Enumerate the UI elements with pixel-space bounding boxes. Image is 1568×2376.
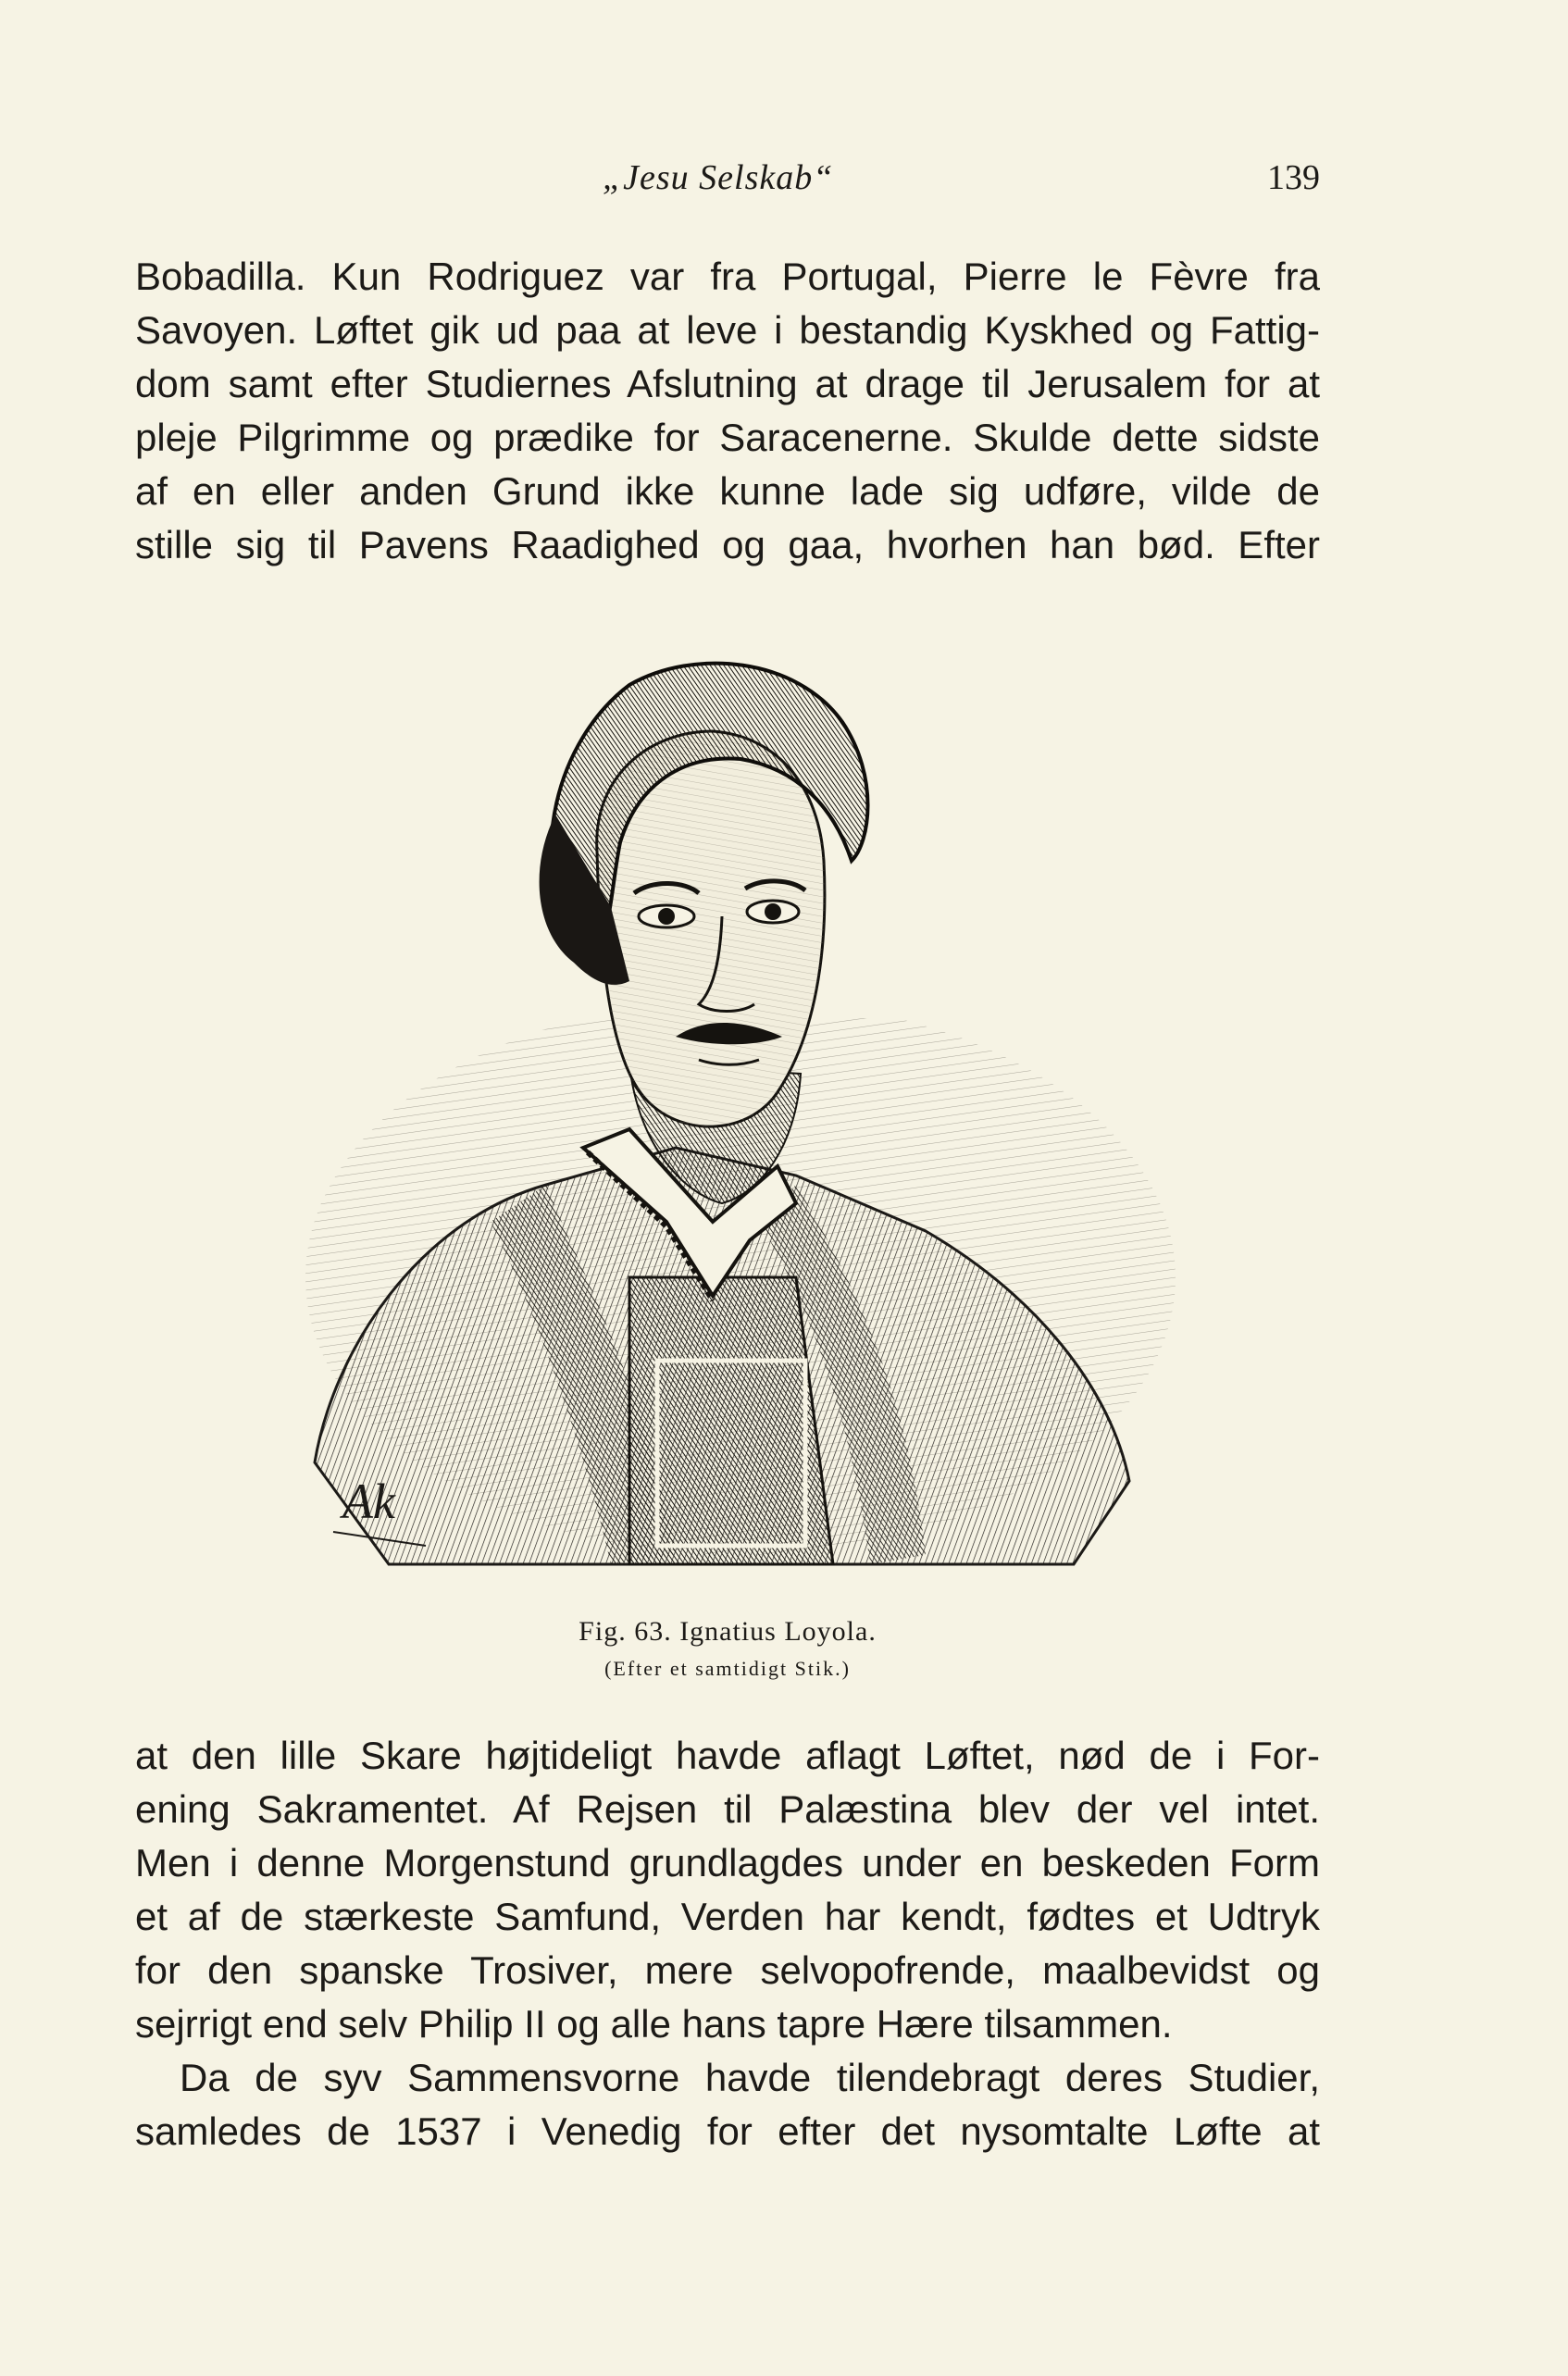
- portrait-engraving: [278, 629, 1185, 1583]
- running-head: [135, 157, 1320, 213]
- text-line: Bobadilla. Kun Rodriguez var fra Portugal, Pierre le Fèvre fra: [135, 255, 1320, 298]
- text-line: Savoyen. Løftet gik ud paa at leve i bestandig Kyskhed og Fattig-: [135, 308, 1320, 352]
- text-line: af en eller anden Grund ikke kunne lade sig udføre, vilde de: [135, 469, 1320, 513]
- portrait-figure: [278, 629, 1185, 1583]
- text-line: stille sig til Pavens Raadighed og gaa, hvorhen han bød. Efter: [135, 523, 1320, 566]
- paragraph-top: [135, 250, 1320, 572]
- text-line: ening Sakramentet. Af Rejsen til Palæstina blev der vel intet.: [135, 1787, 1320, 1831]
- paragraph-bottom: [135, 1729, 1320, 2158]
- text-line: et af de stærkeste Samfund, Verden har kendt, fødtes et Udtryk: [135, 1895, 1320, 1938]
- text-line: samledes de 1537 i Venedig for efter det nysomtalte Løfte at: [135, 2109, 1320, 2153]
- figure-source-note: (Efter et samtidigt Stik.): [604, 1657, 851, 1680]
- text-line: Men i denne Morgenstund grundlagdes under en beskeden Form: [135, 1841, 1320, 1885]
- text-line: at den lille Skare højtideligt havde aflagt Løftet, nød de i For-: [135, 1734, 1320, 1777]
- figure-caption: Fig. 63. Ignatius Loyola.: [579, 1616, 877, 1647]
- text-line: pleje Pilgrimme og prædike for Saracenerne. Skulde dette sidste: [135, 416, 1320, 459]
- text-line: Da de syv Sammensvorne havde tilendebragt deres Studier,: [180, 2056, 1320, 2099]
- running-title: „Jesu Selskab“: [603, 158, 834, 197]
- text-line: dom samt efter Studiernes Afslutning at drage til Jerusalem for at: [135, 362, 1320, 405]
- text-line: sejrrigt end selv Philip II og alle hans tapre Hære tilsammen.: [135, 2002, 1173, 2046]
- page-number: 139: [1267, 158, 1320, 197]
- engraver-monogram-icon: Ak: [342, 1474, 395, 1529]
- text-line: for den spanske Trosiver, mere selvopofrende, maalbevidst og: [135, 1948, 1320, 1992]
